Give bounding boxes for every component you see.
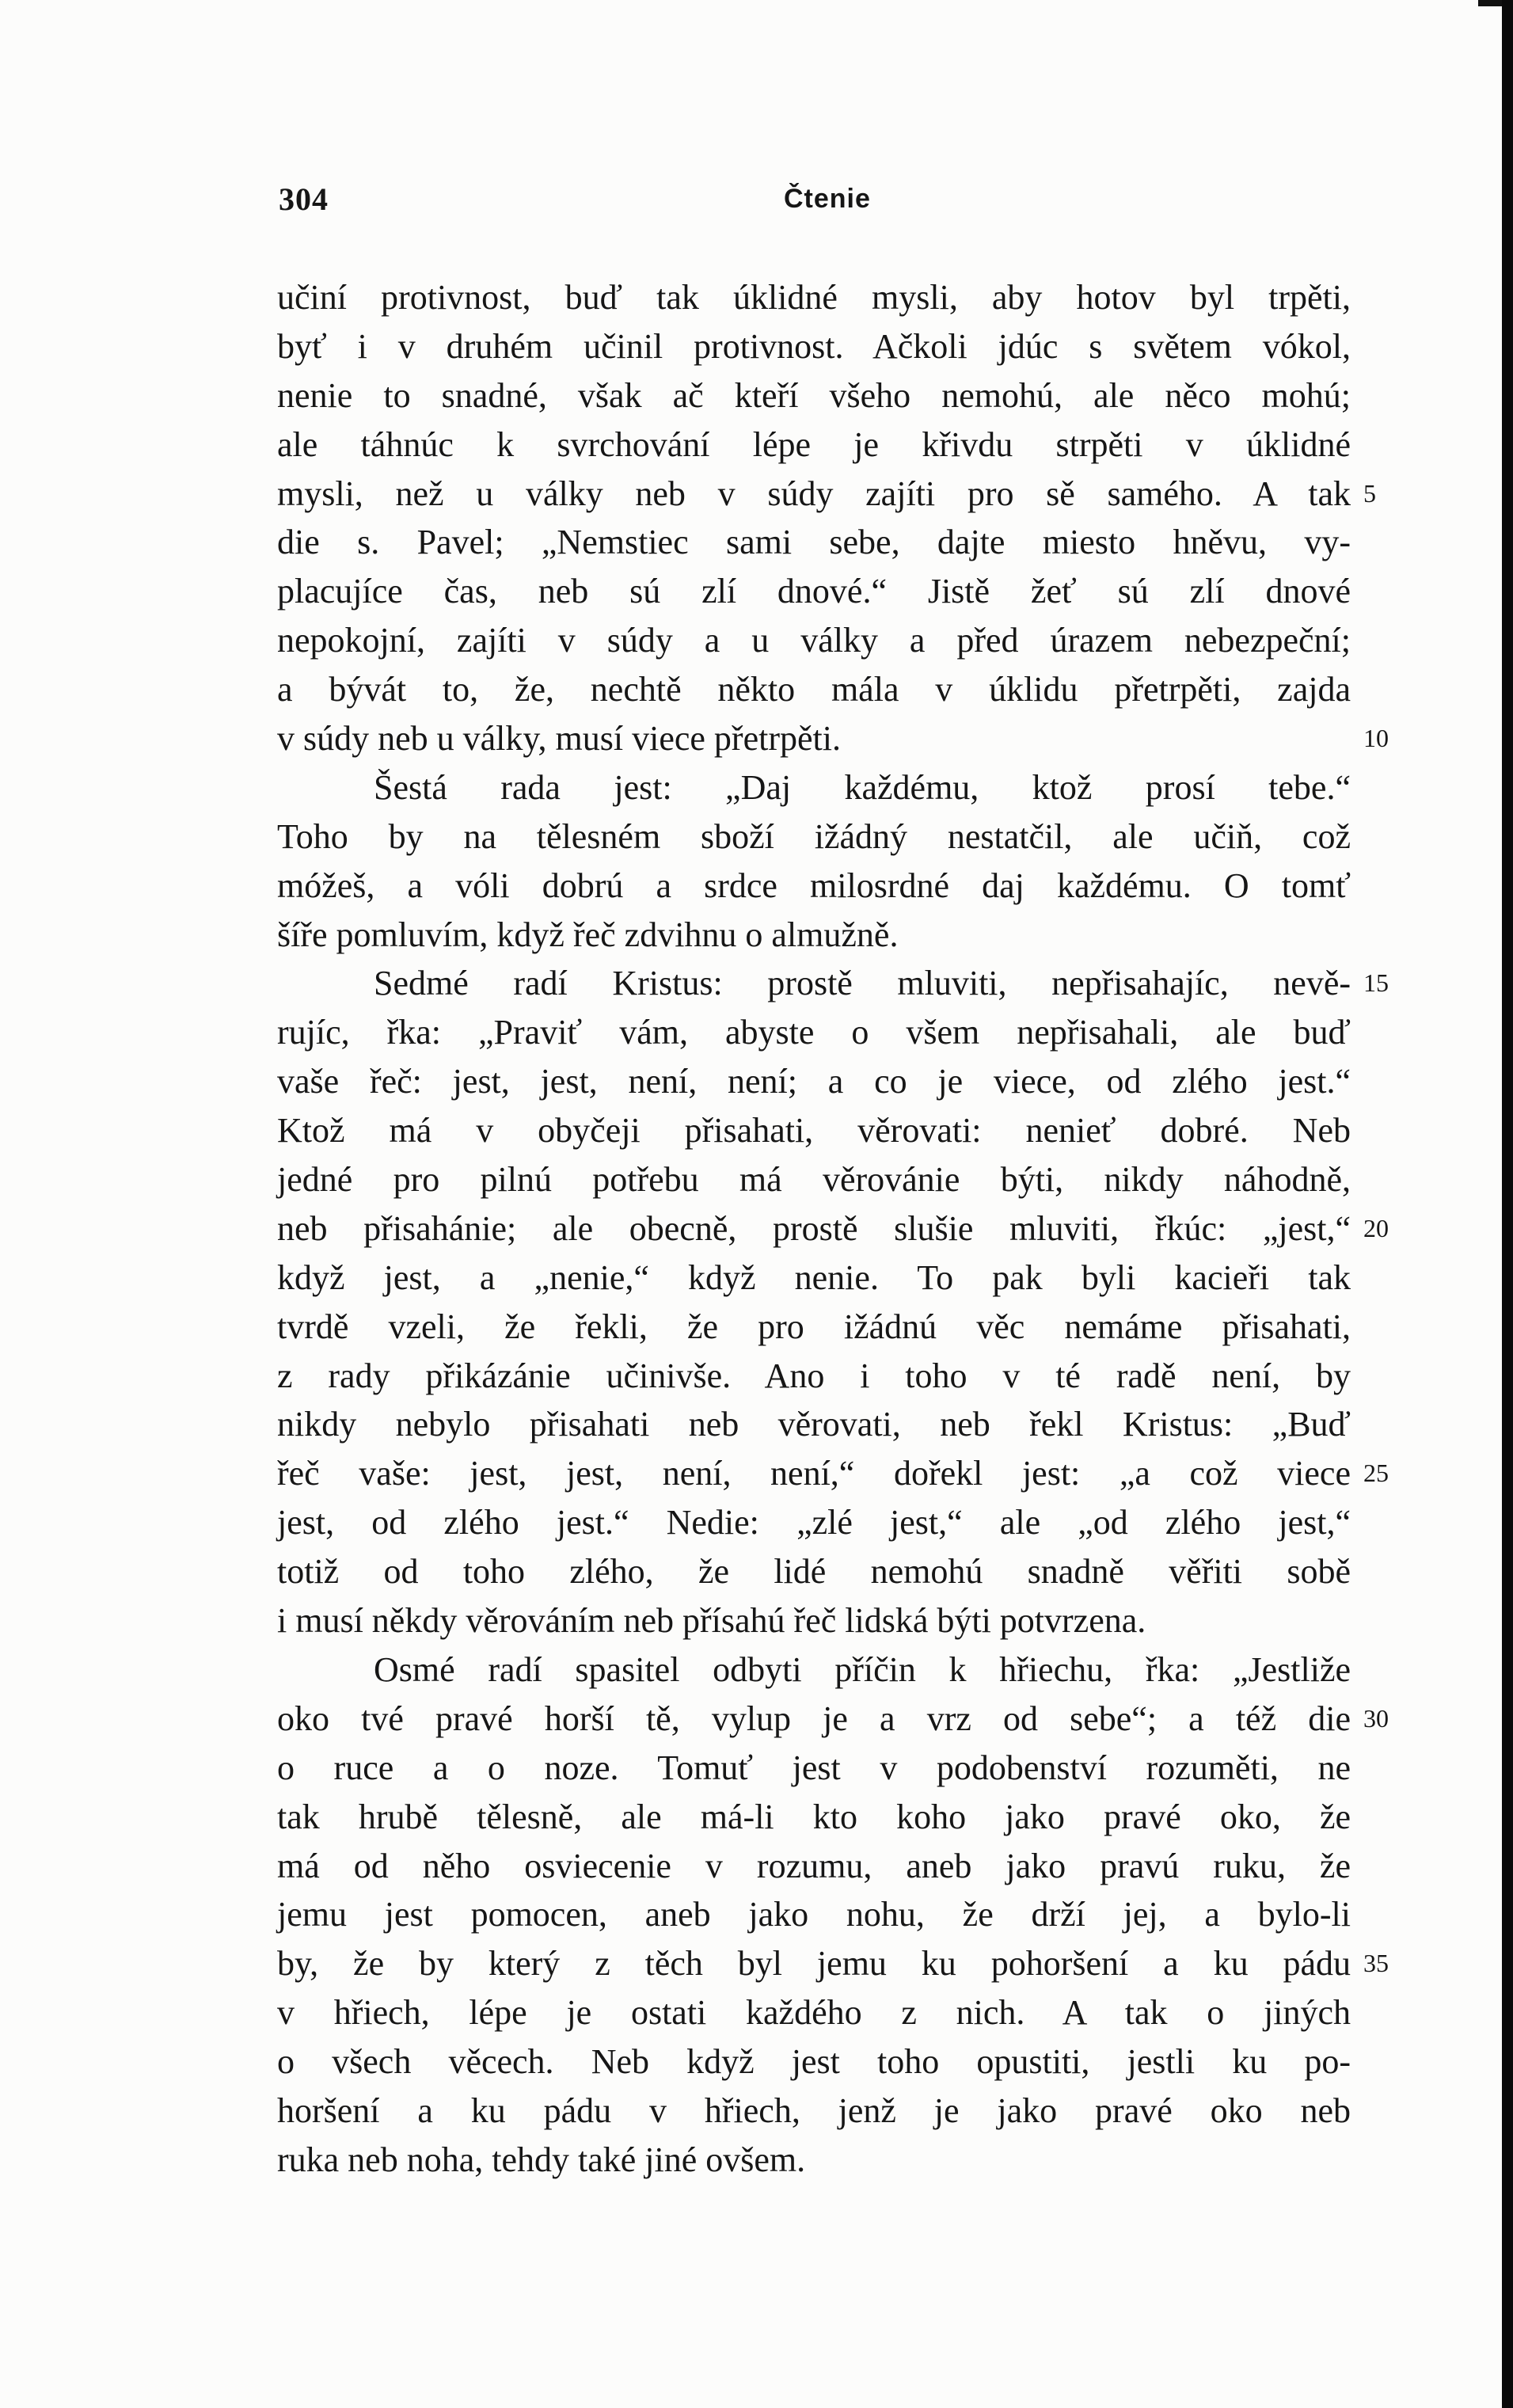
text-line [277, 1106, 1351, 1155]
text-line-content: z rady přikázánie učinivše. Ano i toho v té radě není, by [277, 1356, 1351, 1395]
text-line [277, 1842, 1351, 1891]
page-header [279, 181, 1371, 228]
line-number: 5 [1363, 478, 1376, 508]
text-line [277, 1400, 1351, 1449]
text-line [277, 1988, 1351, 2037]
text-line [277, 1303, 1351, 1352]
text-line-content: jest, od zlého jest.“ Nedie: „zlé jest,“ ale „od zlého jest,“ [277, 1503, 1351, 1543]
page-number: 304 [279, 181, 329, 217]
text-line [277, 1155, 1351, 1204]
text-line-content: Toho by na tělesném sboží ižádný nestatčil, ale učiň, což [277, 816, 1351, 856]
line-number: 35 [1363, 1949, 1389, 1978]
text-line-content: Ktož má v obyčeji přisahati, věrovati: nenieť dobré. Neb [277, 1111, 1351, 1151]
text-line [277, 1057, 1351, 1106]
text-line [277, 420, 1351, 470]
text-line-content: placujíce čas, neb sú zlí dnové.“ Jistě žeť sú zlí dnové [277, 572, 1351, 611]
text-line [277, 616, 1351, 665]
text-line [277, 1645, 1351, 1695]
text-line [277, 518, 1351, 567]
text-line [277, 1204, 1389, 1253]
text-line-content: neb přisahánie; ale obecně, prostě slušie mluviti, řkúc: „jest,“ [277, 1208, 1351, 1248]
text-line-content: die s. Pavel; „Nemstiec sami sebe, dajte miesto hněvu, vy- [277, 523, 1351, 562]
text-line [277, 665, 1351, 714]
text-line [277, 911, 1351, 960]
line-number: 20 [1363, 1213, 1389, 1242]
text-line [277, 862, 1351, 911]
text-line-content: Sedmé radí Kristus: prostě mluviti, nepřisahajíc, nevě- [374, 964, 1351, 1003]
text-line-content: v hřiech, lépe je ostati každého z nich. A tak o jiných [277, 1993, 1351, 2033]
text-line-content: horšení a ku pádu v hřiech, jenž je jako pravé oko neb [277, 2090, 1351, 2130]
text-line [277, 1939, 1389, 1988]
line-number: 25 [1363, 1459, 1389, 1488]
text-line [277, 2136, 1351, 2185]
scan-edge-border [1502, 0, 1513, 2408]
text-line-content: Osmé radí spasitel odbyti příčin k hřiechu, řka: „Jestliže [374, 1649, 1351, 1689]
text-line [277, 1890, 1351, 1939]
text-line-content: oko tvé pravé horší tě, vylup je a vrz od sebe“; a též die [277, 1699, 1351, 1738]
text-line-content: Šestá rada jest: „Daj každému, ktož prosí tebe.“ [374, 767, 1351, 807]
text-line [277, 1695, 1389, 1744]
running-title: Čtenie [784, 184, 871, 214]
text-line-content: učiní protivnost, buď tak úklidné mysli, aby hotov byl trpěti, [277, 278, 1351, 317]
text-line [277, 567, 1351, 616]
text-line [277, 1253, 1351, 1303]
text-line-content: by, že by který z těch byl jemu ku pohoršení a ku pádu [277, 1944, 1351, 1984]
text-line-content: a bývát to, že, nechtě někto mála v úklidu přetrpěti, zajda [277, 670, 1351, 709]
text-line [277, 1449, 1389, 1498]
text-line [277, 273, 1351, 322]
text-line [277, 763, 1351, 812]
text-line [277, 1596, 1351, 1645]
text-line-content: jemu jest pomocen, aneb jako nohu, že drží jej, a bylo-li [277, 1895, 1351, 1934]
text-line-content: vaše řeč: jest, jest, není, není; a co je viece, od zlého jest.“ [277, 1062, 1351, 1101]
text-line-content: ruka neb noha, tehdy také jiné ovšem. [277, 2140, 806, 2179]
text-line-content: o všech věcech. Neb když jest toho opustiti, jestli ku po- [277, 2042, 1351, 2082]
text-line [277, 1744, 1351, 1793]
text-line [277, 470, 1376, 519]
text-line-content: nepokojní, zajíti v súdy a u války a před úrazem nebezpeční; [277, 621, 1351, 660]
text-line-content: řeč vaše: jest, jest, není, není,“ dořekl jest: „a což viece [277, 1454, 1351, 1493]
text-line-content: šíře pomluvím, když řeč zdvihnu o almužně. [277, 915, 899, 954]
text-line [277, 371, 1351, 420]
text-line [277, 959, 1389, 1008]
scan-corner-mark [1478, 0, 1502, 6]
text-line-content: má od něho osviecenie v rozumu, aneb jako pravú ruku, že [277, 1846, 1351, 1885]
text-line-content: i musí někdy věrováním neb přísahú řeč lidská býti potvrzena. [277, 1601, 1146, 1641]
text-line-content: móžeš, a vóli dobrú a srdce milosrdné daj každému. O tomť [277, 865, 1351, 905]
text-line-content: rujíc, řka: „Praviť vám, abyste o všem nepřisahali, ale buď [277, 1013, 1351, 1052]
text-line [277, 322, 1351, 371]
text-line [277, 812, 1351, 862]
text-line-content: v súdy neb u války, musí viece přetrpěti. [277, 719, 841, 759]
text-line-content: tak hrubě tělesně, ale má-li kto koho jako pravé oko, že [277, 1797, 1351, 1836]
text-line-content: mysli, než u války neb v súdy zajíti pro sě samého. A tak [277, 474, 1351, 513]
text-line-content: když jest, a „nenie,“ když nenie. To pak byli kacieři tak [277, 1257, 1351, 1297]
body-text [277, 273, 1389, 2185]
text-line-content: nenie to snadné, však ač kteří všeho nemohú, ale něco mohú; [277, 375, 1351, 415]
line-number: 30 [1363, 1703, 1389, 1733]
text-line-content: jedné pro pilnú potřebu má věrovánie býti, nikdy náhodně, [277, 1160, 1351, 1200]
line-number: 15 [1363, 968, 1389, 998]
text-line-content: tvrdě vzeli, že řekli, že pro ižádnú věc nemáme přisahati, [277, 1307, 1351, 1346]
text-line-content: ale táhnúc k svrchování lépe je křivdu strpěti v úklidné [277, 424, 1351, 464]
text-line-content: nikdy nebylo přisahati neb věrovati, neb řekl Kristus: „Buď [277, 1405, 1351, 1444]
text-line [277, 2087, 1351, 2136]
text-line-content: byť i v druhém učinil protivnost. Ačkoli jdúc s světem vókol, [277, 326, 1351, 366]
text-line-content: totiž od toho zlého, že lidé nemohú snadně věřiti sobě [277, 1552, 1351, 1592]
text-line [277, 1352, 1351, 1401]
text-line-content: o ruce a o noze. Tomuť jest v podobenství rozuměti, ne [277, 1748, 1351, 1787]
text-line [277, 714, 1389, 763]
text-line [277, 1008, 1351, 1057]
line-number: 10 [1363, 724, 1389, 753]
text-line [277, 1547, 1351, 1596]
text-line [277, 2037, 1351, 2087]
text-line [277, 1793, 1351, 1842]
text-line [277, 1498, 1351, 1547]
